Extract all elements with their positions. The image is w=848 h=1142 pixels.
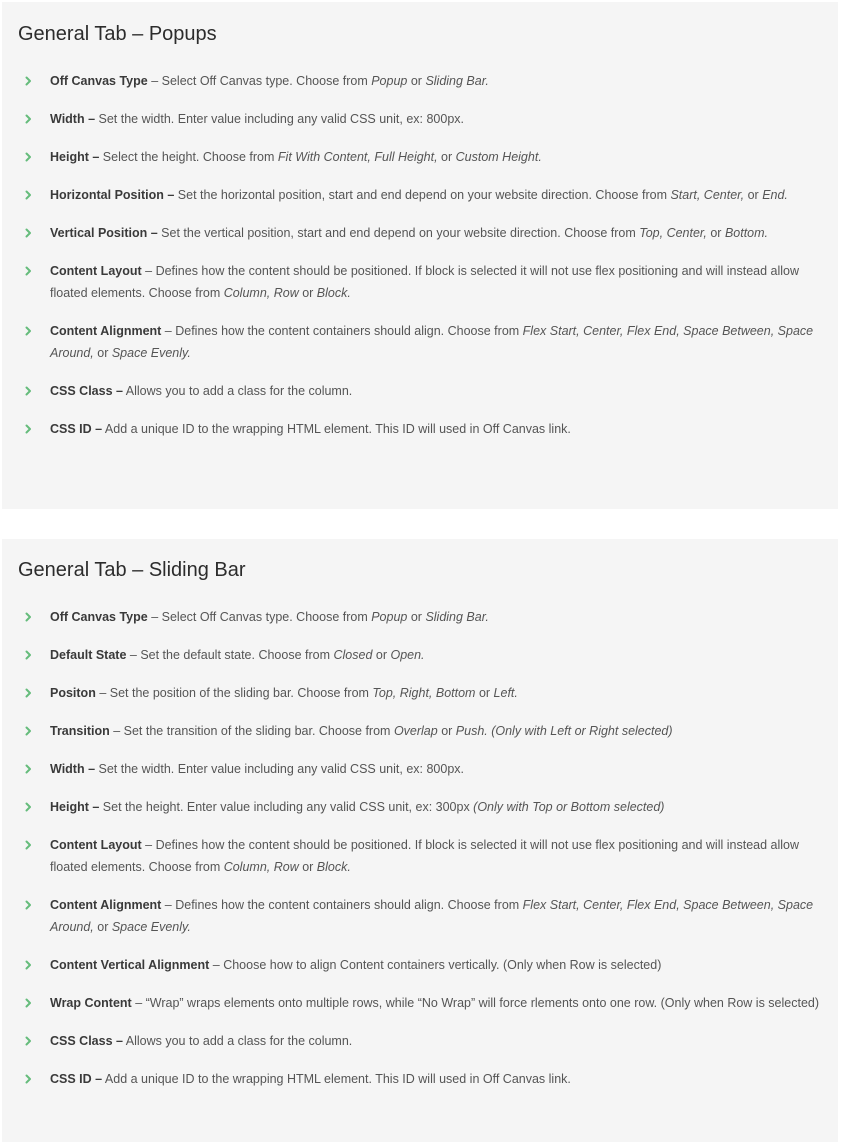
option-term: CSS ID –: [50, 422, 103, 436]
option-values: End.: [762, 188, 788, 202]
separator: –: [141, 264, 156, 278]
option-description: Choose how to align Content containers vertically. (Only when Row is selected): [223, 958, 662, 972]
chevron-right-icon: [25, 222, 35, 244]
list-item: [18, 1030, 824, 1052]
list-item: [18, 418, 824, 440]
list-item: [18, 222, 824, 244]
option-term: Positon: [50, 686, 96, 700]
popups-section: [2, 2, 838, 509]
conjunction: or: [93, 346, 112, 360]
separator: –: [109, 724, 124, 738]
sliding-bar-option-list: [18, 606, 824, 1106]
list-item: [18, 834, 824, 878]
option-description: Add a unique ID to the wrapping HTML element. This ID will used in Off Canvas link.: [104, 422, 571, 436]
separator: –: [161, 898, 176, 912]
option-term: Vertical Position –: [50, 226, 158, 240]
option-values: Space Evenly.: [111, 920, 191, 934]
option-description: Select Off Canvas type. Choose from: [161, 610, 372, 624]
separator: –: [95, 686, 110, 700]
option-term: Default State: [50, 648, 127, 662]
option-values: Top, Center,: [639, 226, 707, 240]
option-term: Wrap Content: [50, 996, 132, 1010]
option-term: Transition: [50, 724, 110, 738]
option-term: Content Vertical Alignment: [50, 958, 210, 972]
option-description: Set the transition of the sliding bar. Choose from: [123, 724, 394, 738]
option-term: Off Canvas Type: [50, 610, 148, 624]
chevron-right-icon: [25, 1068, 35, 1090]
chevron-right-icon: [25, 184, 35, 206]
option-description: Defines how the content should be positioned. If block is selected it will not use flex positioning and will instead allow floated elements. Choose from: [50, 264, 800, 300]
conjunction: or: [298, 286, 317, 300]
option-values: Sliding Bar.: [425, 610, 489, 624]
list-item: [18, 720, 824, 742]
chevron-right-icon: [25, 380, 35, 402]
option-description: Set the width. Enter value including any valid CSS unit, ex: 800px.: [98, 112, 465, 126]
option-description: Set the horizontal position, start and end depend on your website direction. Choose from: [177, 188, 671, 202]
option-values: Sliding Bar.: [425, 74, 489, 88]
chevron-right-icon: [25, 108, 35, 130]
option-term: Content Alignment: [50, 324, 162, 338]
separator: –: [147, 610, 162, 624]
chevron-right-icon: [25, 954, 35, 976]
option-values: Popup: [371, 610, 408, 624]
sliding-bar-heading: General Tab – Sliding Bar: [18, 559, 246, 581]
separator: –: [141, 838, 156, 852]
option-term: Content Layout: [50, 264, 142, 278]
option-term: Height –: [50, 150, 100, 164]
chevron-right-icon: [25, 644, 35, 666]
option-values: Bottom.: [724, 226, 769, 240]
option-values: Custom Height.: [455, 150, 542, 164]
option-values: Column, Row: [223, 286, 299, 300]
list-item: [18, 644, 824, 666]
option-values: Flex Start, Center, Flex End, Space Between, Space Around,: [50, 898, 814, 934]
conjunction: or: [437, 724, 456, 738]
conjunction: or: [93, 920, 112, 934]
option-values: Left.: [493, 686, 518, 700]
option-description: Allows you to add a class for the column.: [125, 384, 353, 398]
option-description: Select Off Canvas type. Choose from: [161, 74, 372, 88]
chevron-right-icon: [25, 260, 35, 282]
option-description: Allows you to add a class for the column.: [125, 1034, 353, 1048]
conjunction: or: [744, 188, 763, 202]
option-description: Defines how the content containers should align. Choose from: [175, 898, 523, 912]
option-description: Set the vertical position, start and end depend on your website direction. Choose from: [161, 226, 640, 240]
option-term: Content Layout: [50, 838, 142, 852]
list-item: [18, 1068, 824, 1090]
list-item: [18, 146, 824, 168]
list-item: [18, 184, 824, 206]
separator: –: [209, 958, 224, 972]
chevron-right-icon: [25, 834, 35, 856]
chevron-right-icon: [25, 606, 35, 628]
option-term: Width –: [50, 112, 96, 126]
option-description: Add a unique ID to the wrapping HTML element. This ID will used in Off Canvas link.: [104, 1072, 571, 1086]
option-values: Overlap: [393, 724, 438, 738]
popups-heading: General Tab – Popups: [18, 23, 217, 45]
option-description: Select the height. Choose from: [102, 150, 278, 164]
chevron-right-icon: [25, 70, 35, 92]
option-values: Flex Start, Center, Flex End, Space Between, Space Around,: [50, 324, 814, 360]
chevron-right-icon: [25, 796, 35, 818]
conjunction: or: [407, 74, 426, 88]
option-description: “Wrap” wraps elements onto multiple rows, while “No Wrap” will force rlements onto one row. (Only when Row is selected): [145, 996, 820, 1010]
option-values: Block.: [316, 286, 351, 300]
conjunction: or: [407, 610, 426, 624]
option-term: Horizontal Position –: [50, 188, 175, 202]
option-values: Column, Row: [223, 860, 299, 874]
option-description: Defines how the content should be positioned. If block is selected it will not use flex positioning and will instead allow floated elements. Choose from: [50, 838, 800, 874]
separator: –: [131, 996, 146, 1010]
chevron-right-icon: [25, 320, 35, 342]
option-values: Start, Center,: [670, 188, 745, 202]
option-term: Content Alignment: [50, 898, 162, 912]
separator: –: [126, 648, 141, 662]
option-values: Open.: [390, 648, 425, 662]
option-description: Set the default state. Choose from: [140, 648, 334, 662]
chevron-right-icon: [25, 682, 35, 704]
list-item: [18, 260, 824, 304]
chevron-right-icon: [25, 894, 35, 916]
conjunction: or: [298, 860, 317, 874]
option-term: CSS ID –: [50, 1072, 103, 1086]
chevron-right-icon: [25, 146, 35, 168]
option-description: Set the width. Enter value including any valid CSS unit, ex: 800px.: [98, 762, 465, 776]
option-values: Block.: [316, 860, 351, 874]
list-item: [18, 992, 824, 1014]
list-item: [18, 380, 824, 402]
list-item: [18, 758, 824, 780]
separator: –: [161, 324, 176, 338]
option-term: CSS Class –: [50, 1034, 123, 1048]
option-term: Width –: [50, 762, 96, 776]
list-item: [18, 70, 824, 92]
option-values: (Only with Top or Bottom selected): [473, 800, 665, 814]
chevron-right-icon: [25, 758, 35, 780]
conjunction: or: [475, 686, 494, 700]
list-item: [18, 682, 824, 704]
option-description: Set the position of the sliding bar. Choose from: [109, 686, 373, 700]
option-term: CSS Class –: [50, 384, 123, 398]
option-values: Closed: [333, 648, 373, 662]
option-values: Popup: [371, 74, 408, 88]
conjunction: or: [372, 648, 391, 662]
list-item: [18, 796, 824, 818]
chevron-right-icon: [25, 720, 35, 742]
option-description: Defines how the content containers should align. Choose from: [175, 324, 523, 338]
option-description: Set the height. Enter value including any valid CSS unit, ex: 300px: [102, 800, 474, 814]
option-values: Fit With Content, Full Height,: [277, 150, 438, 164]
option-values: Top, Right, Bottom: [372, 686, 476, 700]
option-values: Push. (Only with Left or Right selected): [455, 724, 673, 738]
conjunction: or: [437, 150, 456, 164]
list-item: [18, 108, 824, 130]
list-item: [18, 320, 824, 364]
list-item: [18, 894, 824, 938]
list-item: [18, 606, 824, 628]
separator: –: [147, 74, 162, 88]
option-term: Off Canvas Type: [50, 74, 148, 88]
option-term: Height –: [50, 800, 100, 814]
chevron-right-icon: [25, 418, 35, 440]
chevron-right-icon: [25, 1030, 35, 1052]
sliding-bar-section: [2, 539, 838, 1142]
option-values: Space Evenly.: [111, 346, 191, 360]
chevron-right-icon: [25, 992, 35, 1014]
popups-option-list: [18, 70, 824, 456]
conjunction: or: [706, 226, 725, 240]
list-item: [18, 954, 824, 976]
